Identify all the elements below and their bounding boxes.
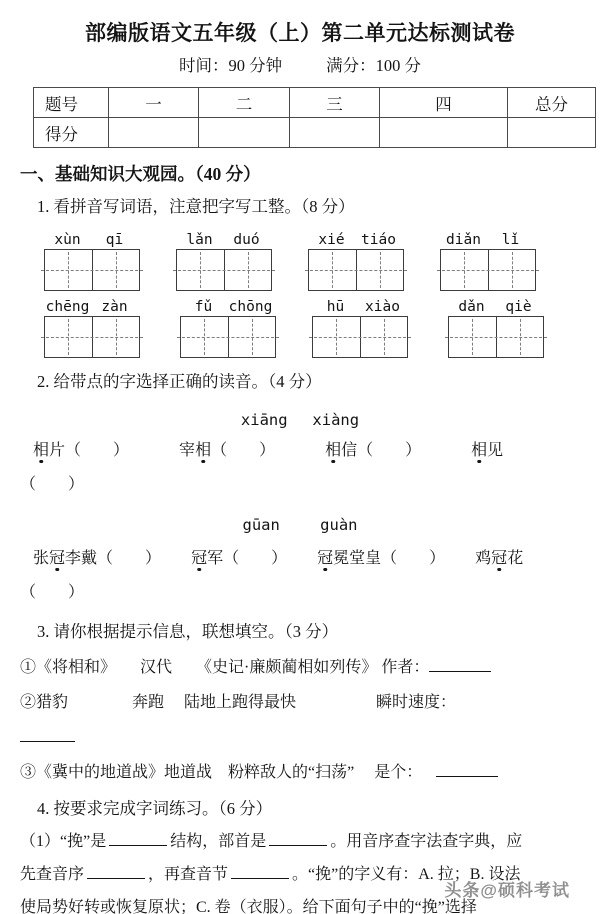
grid-cell	[93, 317, 140, 357]
dotted-char: 冠	[317, 550, 334, 567]
answer-paren: （ ）	[97, 550, 162, 567]
score-cell-empty	[380, 118, 508, 148]
pinyin-syllable: zàn	[101, 299, 128, 315]
answer-paren: （ ）	[223, 550, 288, 567]
pinyin-writing-grid	[44, 298, 140, 358]
grid-cell	[177, 250, 225, 290]
guan-word-line	[33, 542, 580, 576]
column-total: 总分	[508, 88, 596, 118]
grid-cell	[361, 317, 408, 357]
pinyin-syllable: chōng	[228, 299, 273, 315]
q4-line-3: 使局势好转或恢复原状；C. 卷（衣服）。给下面句子中的“挽”选择	[20, 899, 477, 914]
answer-blank	[109, 831, 167, 846]
paper-meta	[20, 54, 580, 78]
question-1-label: 1. 看拼音写词语，注意把字写工整。（8 分）	[37, 197, 355, 216]
writing-grid	[44, 249, 140, 291]
writing-grid	[44, 316, 140, 358]
score-table-score-row	[34, 118, 596, 148]
question-number-label: 题号	[34, 88, 109, 118]
grid-cell	[225, 250, 272, 290]
q3-item-1: ①《将相和》 汉代 《史记·廉颇蔺相如列传》 作者：	[20, 650, 580, 685]
score-cell-empty	[199, 118, 290, 148]
dotted-char: 相	[33, 442, 50, 459]
pinyin-syllable: chēng	[45, 299, 90, 315]
column-two: 二	[199, 88, 290, 118]
word-with-dot: 相见	[471, 442, 504, 459]
dotted-char: 相	[195, 442, 212, 459]
pinyin-syllable: xié	[318, 232, 345, 248]
answer-blank	[87, 864, 145, 879]
wrapped-answer-paren: （ ）	[20, 476, 85, 493]
pronunciation-options-xiang: xiāng xiàng	[240, 411, 360, 429]
time-limit-label: 时间：90 分钟	[179, 56, 283, 75]
dotted-char: 冠	[491, 550, 508, 567]
pinyin-syllable: qī	[105, 232, 124, 248]
pinyin-syllable: xùn	[54, 232, 81, 248]
answer-blank	[429, 657, 491, 672]
xiang-word-line	[33, 434, 580, 468]
grid-cell	[45, 317, 93, 357]
score-table-header-row	[34, 88, 596, 118]
question-2-label: 2. 给带点的字选择正确的读音。（4 分）	[37, 372, 322, 391]
pinyin-labels	[312, 298, 408, 316]
pinyin-row-2	[44, 298, 580, 358]
dotted-char: 相	[325, 442, 342, 459]
word-with-dot: 相信（ ）	[325, 442, 422, 459]
dotted-char: 相	[471, 442, 488, 459]
pinyin-writing-grid	[312, 298, 408, 358]
pinyin-labels	[180, 298, 276, 316]
grid-cell	[229, 317, 276, 357]
pinyin-writing-grid	[44, 231, 140, 291]
writing-grid	[180, 316, 276, 358]
score-table	[33, 87, 596, 148]
pinyin-row-1	[44, 231, 580, 291]
grid-cell	[497, 317, 544, 357]
section-one-heading: 一、基础知识大观园。（40 分）	[20, 164, 261, 184]
q3-item-3: ③《冀中的地道战》地道战 粉粹敌人的“扫荡” 是个：	[20, 755, 580, 790]
question-3-label: 3. 请你根据提示信息，联想填空。（3 分）	[37, 622, 339, 641]
word-with-dot: 张冠李戴（ ）	[33, 550, 162, 567]
pinyin-syllable: xiào	[365, 299, 400, 315]
writing-grid	[312, 316, 408, 358]
column-three: 三	[290, 88, 380, 118]
word-with-dot: 鸡冠花	[475, 550, 524, 567]
grid-cell	[441, 250, 489, 290]
pinyin-syllable: dǎn	[458, 299, 485, 315]
grid-cell	[313, 317, 361, 357]
answer-blank	[20, 727, 75, 742]
pinyin-syllable: tiáo	[361, 232, 396, 248]
pinyin-labels	[44, 298, 140, 316]
writing-grid	[308, 249, 404, 291]
pinyin-writing-grid	[440, 231, 536, 291]
pinyin-labels	[44, 231, 140, 249]
grid-cell	[309, 250, 357, 290]
page-title: 部编版语文五年级（上）第二单元达标测试卷	[85, 21, 515, 45]
writing-grid	[448, 316, 544, 358]
column-one: 一	[109, 88, 199, 118]
pinyin-writing-grid	[176, 231, 272, 291]
grid-cell	[489, 250, 536, 290]
pinyin-syllable: lǎn	[186, 232, 213, 248]
pinyin-labels	[440, 231, 536, 249]
word-with-dot: 宰相（ ）	[179, 442, 276, 459]
full-score-label: 满分：100 分	[326, 56, 421, 75]
score-cell-empty	[290, 118, 380, 148]
grid-cell	[449, 317, 497, 357]
answer-paren: （ ）	[381, 550, 446, 567]
q4-line-1: （1）“挽”是 结构，部首是 。用音序查字法查字典，应	[20, 833, 523, 850]
pinyin-labels	[176, 231, 272, 249]
dotted-char: 冠	[191, 550, 208, 567]
writing-grid	[176, 249, 272, 291]
pinyin-labels	[448, 298, 544, 316]
word-with-dot: 冠冕堂皇（ ）	[317, 550, 446, 567]
pinyin-syllable: diǎn	[446, 232, 481, 248]
wrapped-answer-paren: （ ）	[20, 584, 85, 601]
answer-blank	[436, 762, 498, 777]
writing-grid	[440, 249, 536, 291]
grid-cell	[93, 250, 140, 290]
dotted-char: 冠	[49, 550, 66, 567]
answer-blank	[231, 864, 289, 879]
grid-cell	[357, 250, 404, 290]
answer-paren: （ ）	[211, 442, 276, 459]
question-4-label: 4. 按要求完成字词练习。（6 分）	[37, 799, 273, 818]
pinyin-syllable: fǔ	[194, 299, 213, 315]
pinyin-syllable: duó	[233, 232, 260, 248]
pinyin-writing-grid	[448, 298, 544, 358]
q3-item-2: ②猎豹 奔跑 陆地上跑得最快 瞬时速度：	[20, 694, 457, 711]
pinyin-writing-grid	[308, 231, 404, 291]
grid-cell	[45, 250, 93, 290]
score-cell-empty	[109, 118, 199, 148]
score-cell-empty	[508, 118, 596, 148]
pinyin-syllable: hū	[326, 299, 345, 315]
grid-cell	[181, 317, 229, 357]
pinyin-syllable: qiè	[505, 299, 532, 315]
answer-paren: （ ）	[357, 442, 422, 459]
score-row-label: 得分	[34, 118, 109, 148]
column-four: 四	[380, 88, 508, 118]
pronunciation-options-guan: gūan guàn	[242, 516, 358, 534]
question-3-items	[20, 650, 580, 790]
word-with-dot: 相片（ ）	[33, 442, 130, 459]
pinyin-writing-grid	[180, 298, 276, 358]
watermark-text: 头条@硕科考试	[444, 881, 570, 900]
answer-blank	[269, 831, 327, 846]
word-with-dot: 冠军（ ）	[191, 550, 288, 567]
pinyin-syllable: lǐ	[501, 232, 520, 248]
q4-line-2: 先查音序 ，再查音节 。“挽”的字义有：A. 拉；B. 设法	[20, 866, 521, 883]
q3-item-2-blank-line	[20, 720, 580, 755]
pinyin-labels	[308, 231, 404, 249]
answer-paren: （ ）	[65, 442, 130, 459]
